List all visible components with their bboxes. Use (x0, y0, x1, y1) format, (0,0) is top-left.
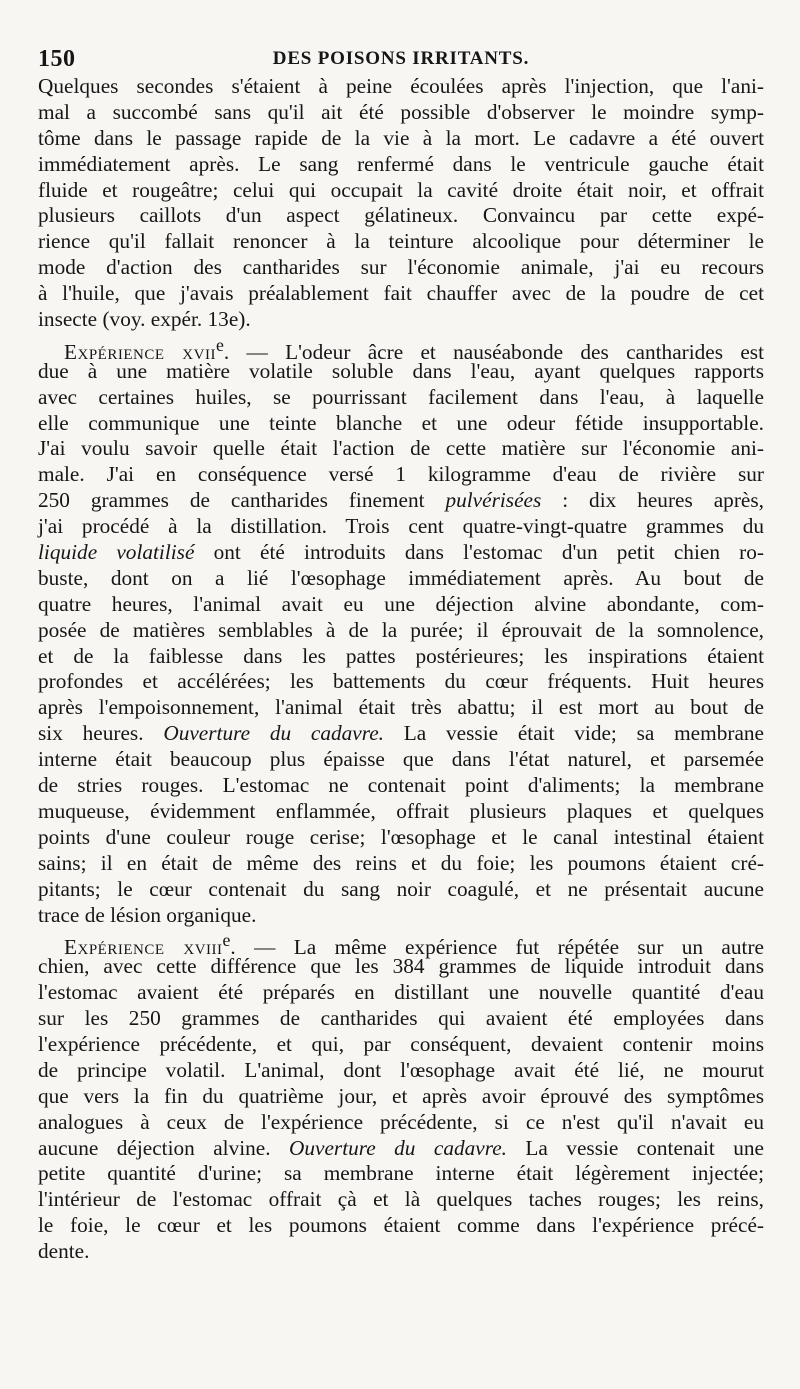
text-line: chien, avec cette différence que les 384 grammes de liquide introduit dans (38, 954, 764, 979)
text-line: Quelques secondes s'étaient à peine écoulées après l'injection, que l'ani- (38, 74, 764, 98)
ordinal-suffix: e (215, 334, 224, 355)
paragraph-continuation (38, 74, 764, 333)
book-page (38, 40, 764, 1265)
text-line: 250 grammes de cantharides finement pulvérisées : dix heures après, (38, 488, 764, 513)
text-line: profondes et accélérées; les battements du cœur fréquents. Huit heures (38, 669, 764, 694)
running-title: DES POISONS IRRITANTS. (272, 48, 530, 69)
text-line: due à une matière volatile soluble dans l'eau, ayant quelques rapports (38, 358, 764, 383)
text-line: avec certaines huiles, se pourrissant facilement dans l'eau, à laquelle (38, 384, 764, 409)
text-line: que vers la fin du quatrième jour, et après avoir éprouvé des symptômes (38, 1083, 764, 1108)
text-line: six heures. Ouverture du cadavre. La vessie était vide; sa membrane (38, 721, 764, 746)
text-line: l'estomac avaient été préparés en distillant une nouvelle quantité d'eau (38, 980, 764, 1005)
text-line: buste, dont on a lié l'œsophage immédiatement après. Au bout de (38, 565, 764, 590)
experience-heading: Expérience xviii (64, 935, 223, 960)
text-line: trace de lésion organique. (38, 902, 257, 927)
text-line: posée de matières semblables à de la purée; il éprouvait de la somnolence, (38, 617, 764, 642)
text-line: petite quantité d'urine; sa membrane interne était légèrement injectée; (38, 1161, 764, 1186)
text-line: mal a succombé sans qu'il ait été possible d'observer le moindre symp- (38, 99, 764, 124)
italic-term: Ouverture du cadavre. (288, 1135, 507, 1160)
text-line: muqueuse, évidemment enflammée, offrait plusieurs plaques et quelques (38, 798, 764, 823)
paragraph-experience-xviii (38, 928, 764, 1265)
text-line: aucune déjection alvine. Ouverture du cadavre. La vessie contenait une (38, 1135, 764, 1160)
text-line: de stries rouges. L'estomac ne contenait point d'aliments; la membrane (38, 773, 764, 798)
text-line: interne était beaucoup plus épaisse que dans l'état naturel, et parsemée (38, 747, 764, 772)
text-line: mode d'action des cantharides sur l'économie animale, j'ai eu recours (38, 255, 764, 280)
text-line: points d'une couleur rouge cerise; l'œsophage et le canal intestinal étaient (38, 824, 764, 849)
text-line: le foie, le cœur et les poumons étaient comme dans l'expérience précé- (38, 1213, 764, 1238)
text-line: elle communique une teinte blanche et une odeur fétide insupportable. (38, 410, 764, 435)
paragraph-experience-xvii (38, 333, 764, 928)
page-number: 150 (38, 46, 76, 72)
text-line: l'intérieur de l'estomac offrait çà et là quelques taches rouges; les reins, (38, 1187, 764, 1212)
text-line: j'ai procédé à la distillation. Trois cent quatre-vingt-quatre grammes du (38, 514, 764, 539)
text-line: immédiatement après. Le sang renfermé dans le ventricule gauche était (38, 151, 764, 176)
italic-term: Ouverture du cadavre. (163, 721, 385, 746)
text-line: plusieurs caillots d'un aspect gélatineux. Convaincu par cette expé- (38, 203, 764, 228)
text-line: analogues à ceux de l'expérience précédente, si ce n'est qu'il n'avait eu (38, 1109, 764, 1134)
text-line: liquide volatilisé ont été introduits dans l'estomac d'un petit chien ro- (38, 540, 764, 565)
text-line: rience qu'il fallait renoncer à la teinture alcoolique pour déterminer le (38, 229, 764, 254)
italic-term: liquide volatilisé (38, 540, 195, 565)
text-line: quatre heures, l'animal avait eu une déjection alvine abondante, com- (38, 591, 764, 616)
text-line: Expérience xviii$^e$. — La même expérience fut répétée sur un autre (64, 930, 764, 960)
text-line: après l'empoisonnement, l'animal était très abattu; il est mort au bout de (38, 695, 764, 720)
experience-heading: Expérience xvii (64, 340, 216, 364)
text-line: J'ai voulu savoir quelle était l'action de cette matière sur l'économie ani- (38, 436, 764, 461)
text-line: dente. (38, 1239, 90, 1264)
text-line: sur les 250 grammes de cantharides qui avaient été employées dans (38, 1006, 764, 1031)
text-line: l'expérience précédente, et qui, par conséquent, devaient contenir moins (38, 1031, 764, 1056)
text-line: de principe volatil. L'animal, dont l'œsophage avait été lié, ne mourut (38, 1057, 764, 1082)
running-head (38, 40, 764, 74)
text-line: Expérience xvii$^e$. — L'odeur âcre et nauséabonde des cantharides est (64, 334, 764, 364)
text-line: insecte (voy. expér. 13e). (38, 307, 251, 332)
text-line: tôme dans le passage rapide de la vie à la mort. Le cadavre a été ouvert (38, 125, 764, 150)
text-line: à l'huile, que j'avais préalablement fait chauffer avec de la poudre de cet (38, 281, 764, 306)
ordinal-suffix: e (222, 930, 231, 951)
text-line: male. J'ai en conséquence versé 1 kilogramme d'eau de rivière sur (38, 462, 764, 487)
italic-term: pulvérisées (445, 488, 542, 513)
text-line: pitants; le cœur contenait du sang noir coagulé, et ne présentait aucune (38, 876, 764, 901)
text-line: fluide et rougeâtre; celui qui occupait la cavité droite était noir, et offrait (38, 177, 764, 202)
text-line: sains; il en était de même des reins et du foie; les poumons étaient cré- (38, 850, 764, 875)
text-line: et de la faiblesse dans les pattes postérieures; les inspirations étaient (38, 643, 764, 668)
